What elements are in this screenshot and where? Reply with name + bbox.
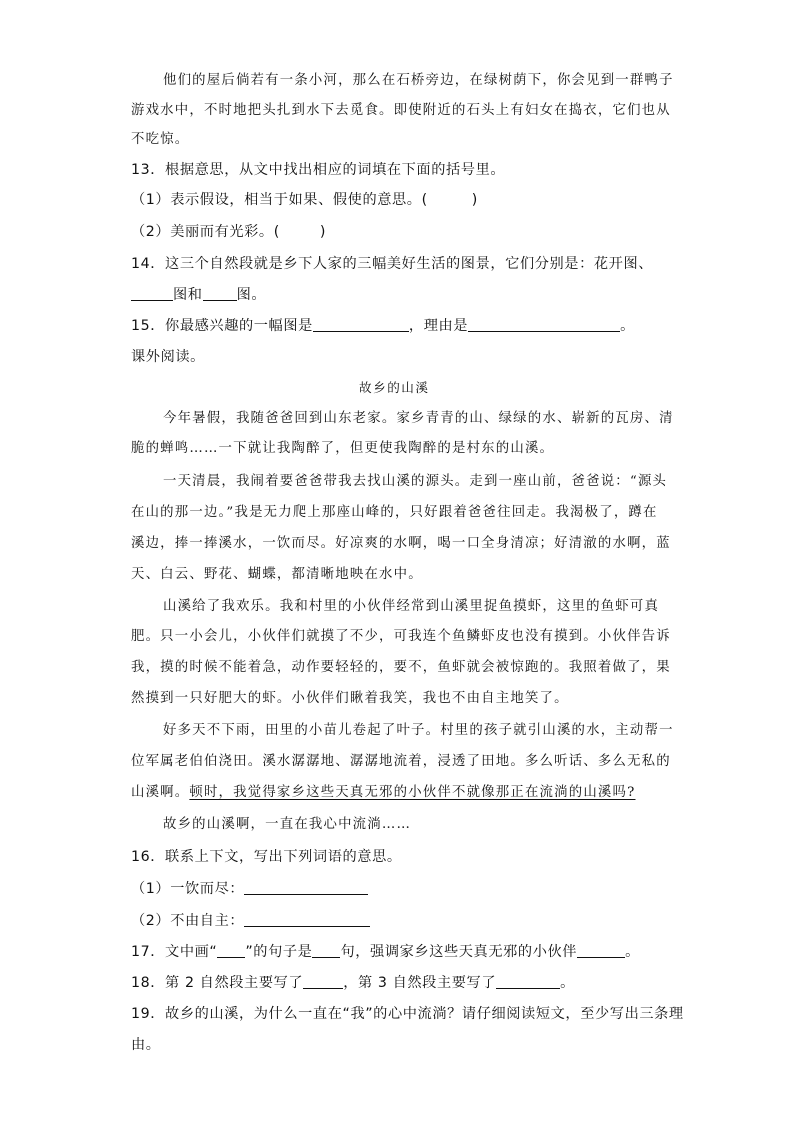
passage2-line: 故乡的山溪啊，一直在我心中流淌……	[163, 817, 412, 832]
question-14-text: 图和	[173, 287, 203, 303]
question-13-item-2-close: )	[319, 224, 326, 240]
question-17	[131, 942, 640, 962]
question-17-text: 句，强调家乡这些天真无邪的小伙伴	[340, 944, 578, 960]
question-13-item-1-close: )	[471, 192, 478, 208]
question-15-text: 。	[620, 318, 635, 334]
answer-blank[interactable]	[131, 286, 173, 301]
question-13-item-1	[131, 190, 478, 210]
question-16-item-1	[131, 879, 368, 899]
passage1-line: 游戏水中，不时地把头扎到水下去觅食。即使附近的石头上有妇女在捣衣，它们也从	[131, 103, 671, 118]
question-16-stem: 16．联系上下文，写出下列词语的意思。	[131, 849, 402, 865]
passage2-line: 肥。只一小会儿，小伙伴们就摸了不少，可我连个鱼鳞虾皮也没有摸到。小伙伴告诉	[131, 629, 671, 644]
question-15	[131, 316, 635, 336]
passage2-line: 天、白云、野花、蝴蝶，都清晰地映在水中。	[131, 567, 423, 582]
answer-blank[interactable]	[244, 880, 368, 895]
passage2-line: 我，摸的时候不能着急，动作要轻轻的，要不，鱼虾就会被惊跑的。我照着做了，果	[131, 660, 671, 675]
question-16-item-2-text: （2）不由自主：	[131, 913, 245, 929]
question-18-text: ，第 3 自然段主要写了	[343, 975, 497, 991]
passage2-line: 位军属老伯伯浇田。溪水潺潺地、潺潺地流着，浸透了田地。多么听话、多么无私的	[131, 754, 671, 769]
section-heading: 课外阅读。	[131, 349, 205, 365]
answer-blank[interactable]	[312, 943, 340, 958]
passage2-line: 好多天不下雨，田里的小苗儿卷起了叶子。村里的孩子就引山溪的水，主动帮一	[163, 723, 674, 738]
question-13-item-1-text: （1）表示假设，相当于如果、假使的意思。(	[131, 192, 428, 208]
passage1-line: 不吃惊。	[131, 132, 190, 147]
answer-blank[interactable]	[203, 286, 237, 301]
question-19-stem-cont: 由。	[131, 1037, 161, 1053]
passage2-line: 然摸到一只好肥大的虾。小伙伴们瞅着我笑，我也不由自主地笑了。	[131, 691, 569, 706]
passage2-line: 在山的那一边。”我是无力爬上那座山峰的，只好跟着爸爸往回走。我渴极了，蹲在	[131, 505, 658, 520]
passage2-line: 山溪给了我欢乐。我和村里的小伙伴经常到山溪里捉鱼摸虾，这里的鱼虾可真	[163, 599, 660, 614]
passage2-line: 今年暑假，我随爸爸回到山东老家。家乡青青的山、绿绿的水、崭新的瓦房、清	[163, 411, 674, 426]
question-14-stem: 14．这三个自然段就是乡下人家的三幅美好生活的图景，它们分别是：花开图、	[131, 256, 654, 272]
question-16-item-1-text: （1）一饮而尽：	[131, 881, 245, 897]
underlined-sentence: 顿时，我觉得家乡这些天真无邪的小伙伴不就像那正在流淌的山溪吗?	[189, 785, 636, 800]
question-18-text: 18．第 2 自然段主要写了	[131, 975, 304, 991]
answer-blank[interactable]	[303, 974, 343, 989]
question-16-item-2	[131, 911, 370, 931]
question-15-text: 15．你最感兴趣的一幅图是	[131, 318, 313, 334]
question-14-text: 图。	[236, 287, 267, 303]
question-17-text: 17．文中画“	[131, 944, 218, 960]
answer-blank[interactable]	[313, 317, 409, 332]
passage1-line: 他们的屋后倘若有一条小河，那么在石桥旁边，在绿树荫下，你会见到一群鸭子	[163, 73, 674, 88]
answer-blank[interactable]	[244, 912, 370, 927]
passage2-line	[131, 783, 635, 803]
passage2-line: 溪边，捧一捧溪水，一饮而尽。好凉爽的水啊，喝一口全身清凉；好清澈的水啊，蓝	[131, 536, 671, 551]
question-18-text: 。	[560, 975, 575, 991]
passage-title: 故乡的山溪	[359, 380, 430, 395]
answer-blank[interactable]	[577, 943, 625, 958]
question-18	[131, 973, 575, 993]
passage2-line: 脆的蝉鸣……一下就让我陶醉了，但更使我陶醉的是村东的山溪。	[131, 441, 555, 456]
answer-blank[interactable]	[468, 317, 620, 332]
answer-blank[interactable]	[217, 943, 245, 958]
question-14-blanks	[131, 285, 266, 305]
passage2-text: 山溪啊。	[131, 785, 190, 800]
question-15-text: ，理由是	[408, 318, 469, 334]
question-13-item-2-text: （2）美丽而有光彩。(	[131, 224, 280, 240]
passage2-line: 一天清晨，我闹着要爸爸带我去找山溪的源头。走到一座山前，爸爸说：“源头	[163, 474, 668, 489]
question-17-text: 。	[625, 944, 640, 960]
question-13-item-2	[131, 222, 326, 242]
answer-blank[interactable]	[496, 974, 560, 989]
question-19-stem: 19．故乡的山溪，为什么一直在“我”的心中流淌？请仔细阅读短文，至少写出三条理	[131, 1006, 684, 1022]
question-13-stem: 13．根据意思，从文中找出相应的词填在下面的括号里。	[131, 162, 506, 178]
question-17-text: ”的句子是	[245, 944, 313, 960]
